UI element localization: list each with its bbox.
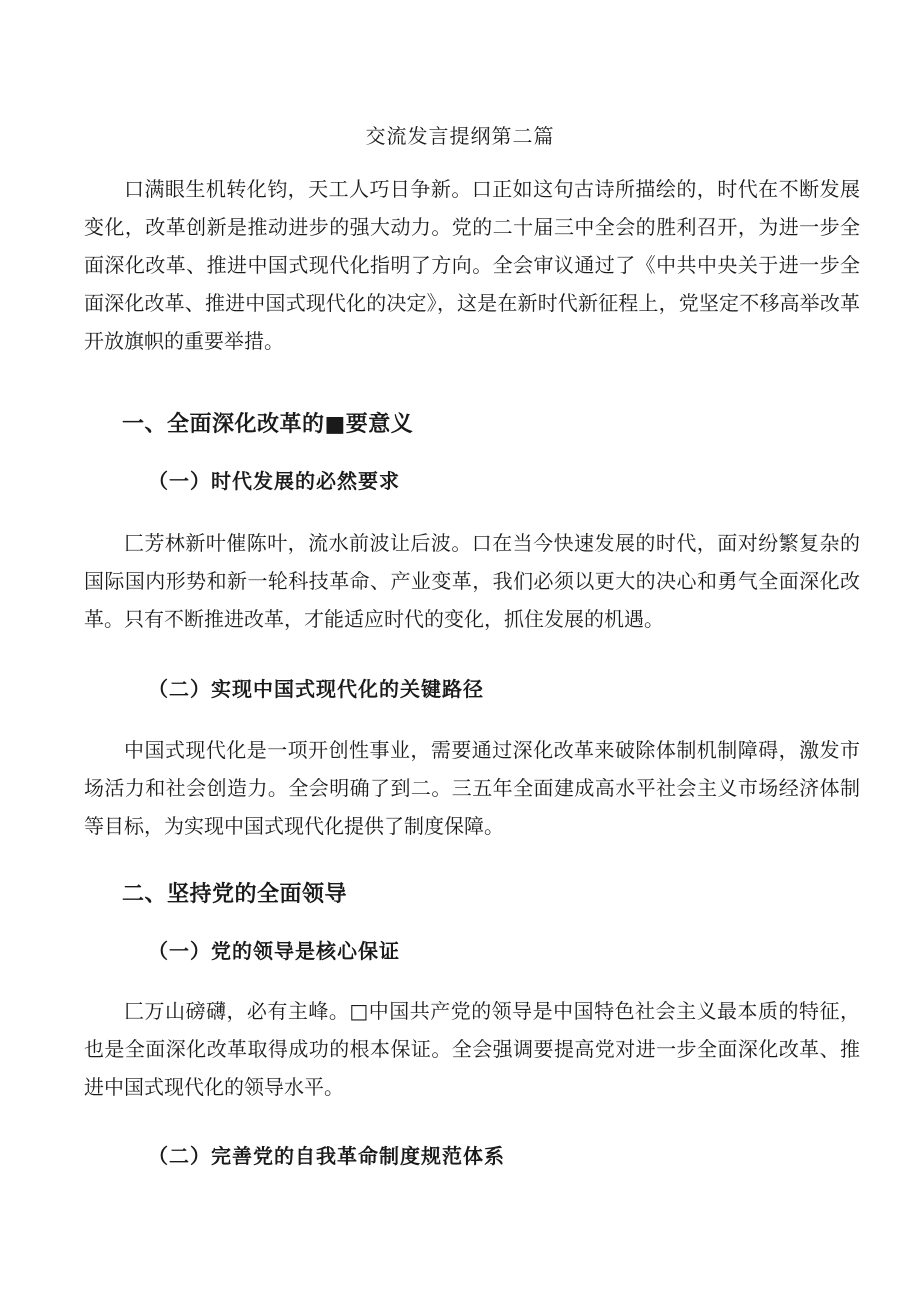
section-1-2-body: 中国式现代化是一项开创性事业，需要通过深化改革来破除体制机制障碍，激发市场活力和社会创造力。全会明确了到二。三五年全面建成高水平社会主义市场经济体制等目标，为实现中国式现代化提供了制度保障。: [84, 738, 860, 838]
section-2-2-heading: （二）完善党的自我革命制度规范体系: [148, 1144, 505, 1168]
section-2-1-heading: （一）党的领导是核心保证: [148, 939, 400, 963]
section-1-1-body: 匚芳林新叶催陈叶，流水前波让后波。口在当今快速发展的时代，面对纷繁复杂的国际国内形势和新一轮科技革命、产业变革，我们必须以更大的决心和勇气全面深化改革。只有不断推进改革，才能适应时代的变化，抓住发展的机遇。: [84, 531, 860, 631]
document-title: 交流发言提纲第二篇: [365, 124, 555, 148]
intro-paragraph: 口满眼生机转化钧，天工人巧日争新。口正如这句古诗所描绘的，时代在不断发展变化，改革创新是推动进步的强大动力。党的二十届三中全会的胜利召开，为进一步全面深化改革、推进中国式现代化指明了方向。全会审议通过了《中共中央关于进一步全面深化改革、推进中国式现代化的决定》，这是在新时代新征程上，党坚定不移高举改革开放旗帜的重要举措。: [84, 177, 860, 353]
section-2-1-body: 匚万山磅礴，必有主峰。□中国共产党的领导是中国特色社会主义最本质的特征，也是全面深化改革取得成功的根本保证。全会强调要提高党对进一步全面深化改革、推进中国式现代化的领导水平。: [84, 999, 860, 1099]
section-1-heading: 一、全面深化改革的■要意义: [122, 412, 414, 437]
section-1-1-heading: （一）时代发展的必然要求: [148, 469, 400, 493]
section-2-heading: 二、坚持党的全面领导: [122, 882, 348, 907]
section-1-2-heading: （二）实现中国式现代化的关键路径: [148, 677, 484, 701]
